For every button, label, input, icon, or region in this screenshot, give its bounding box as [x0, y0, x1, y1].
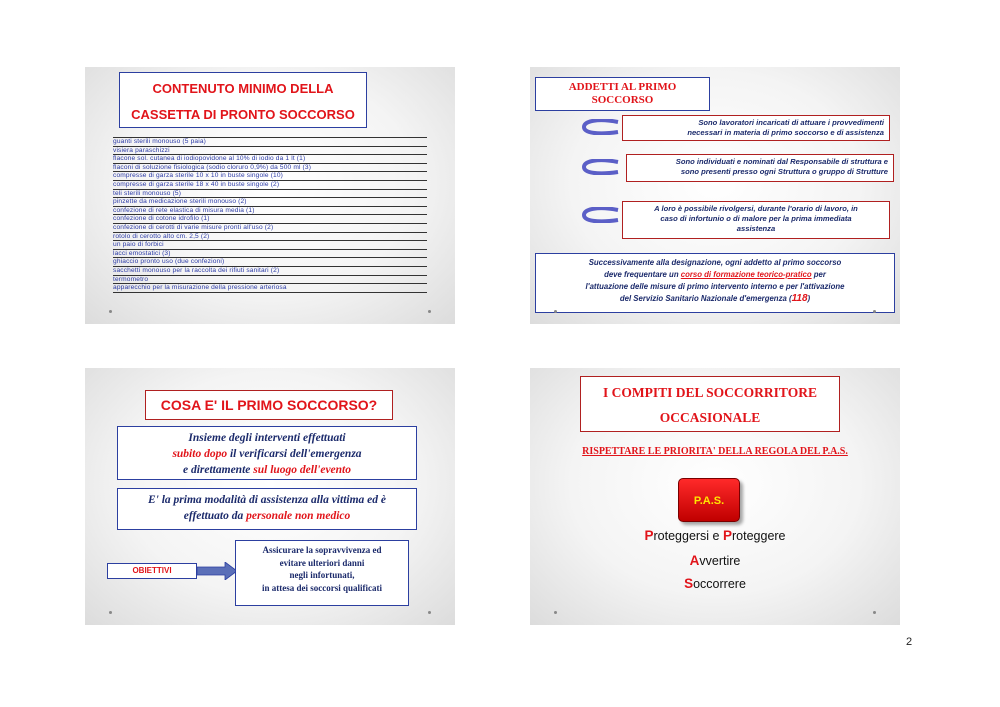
- mod-line2: [118, 508, 416, 524]
- cassetta-item: sacchetti monouso per la raccolta dei rifiuti sanitari (2): [113, 267, 427, 276]
- cassetta-item: visiera paraschizzi: [113, 147, 427, 156]
- letter-p2: P: [722, 528, 732, 543]
- bottom-line4-pre: del Servizio Sanitario Nazionale d'emergenza (: [619, 294, 792, 303]
- obj-line2: evitare ulteriori danni: [279, 557, 365, 568]
- slide-cosa-primo-soccorso: [85, 368, 455, 625]
- arrow-right-icon: [197, 562, 237, 580]
- bottom-line3: l'attuazione delle misure di primo intervento interno e per l'attivazione: [585, 282, 845, 291]
- slide1-title-line2: CASSETTA DI PRONTO SOCCORSO: [131, 107, 355, 122]
- addetti-item-1: [622, 115, 890, 141]
- pas-line-proteggersi: [530, 528, 900, 543]
- cassetta-items-list: [113, 137, 427, 293]
- modality-box: [117, 488, 417, 530]
- def-line3-red: sul luogo dell'evento: [253, 464, 351, 476]
- objectives-label: OBIETTIVI: [107, 563, 197, 579]
- pas-line-soccorrere: [530, 576, 900, 591]
- bottom-line2: [536, 269, 894, 281]
- page-number: 2: [906, 636, 913, 648]
- cassetta-item: compresse di garza sterile 18 x 40 in buste singole (2): [113, 181, 427, 190]
- def-line1: Insieme degli interventi effettuati: [188, 432, 346, 444]
- slide-cassetta-pronto-soccorso: [85, 67, 455, 324]
- letter-p: P: [644, 528, 654, 543]
- cassetta-item: teli sterili monouso (5): [113, 190, 427, 199]
- cassetta-item: un paio di forbici: [113, 241, 427, 250]
- cassetta-item: guanti sterili monouso (5 paia): [113, 137, 427, 147]
- slide-dot: [428, 310, 431, 313]
- cassetta-item: confezione di cotone idrofilo (1): [113, 215, 427, 224]
- slide-compiti-soccorritore: [530, 368, 900, 625]
- cassetta-item: rotolo di cerotto alto cm. 2,5 (2): [113, 233, 427, 242]
- addetti-item-2: [626, 154, 894, 182]
- letter-a: A: [689, 553, 700, 568]
- addetti-item-1-line1: Sono lavoratori incaricati di attuare i provvedimenti: [698, 118, 884, 127]
- curved-arrow-icon: [578, 207, 620, 223]
- slide-dot: [554, 611, 557, 614]
- addetti-bottom-box: [535, 253, 895, 313]
- objectives-box: [235, 540, 409, 606]
- slide-dot: [109, 310, 112, 313]
- addetti-item-2-line2: sono presenti presso ogni Struttura o gruppo di Strutture: [680, 167, 888, 176]
- obj-line3: negli infortunati,: [289, 570, 355, 580]
- addetti-item-3: [622, 201, 890, 239]
- emergency-number: 118: [791, 293, 808, 304]
- letter-s: S: [684, 576, 694, 591]
- cassetta-item: apparecchio per la misurazione della pressione arteriosa: [113, 284, 427, 293]
- addetti-item-3-line1: A loro è possibile rivolgersi, durante l'orario di lavoro, in: [654, 204, 858, 213]
- bottom-line2-post: per: [811, 270, 826, 279]
- addetti-item-2-line1: Sono individuati e nominati dal Responsabile di struttura e: [675, 157, 888, 166]
- addetti-item-1-line2: necessari in materia di primo soccorso e di assistenza: [687, 128, 884, 137]
- mod-line2-red: personale non medico: [246, 510, 351, 522]
- bottom-line4-post: ): [807, 294, 811, 303]
- soccorrere-text: occorrere: [693, 577, 746, 591]
- definition-box: [117, 426, 417, 480]
- cassetta-item: confezione di rete elastica di misura media (1): [113, 207, 427, 216]
- cassetta-item: pinzette da medicazione sterili monouso (2): [113, 198, 427, 207]
- curved-arrow-icon: [578, 159, 620, 175]
- bottom-line1: Successivamente alla designazione, ogni addetto al primo soccorso: [588, 258, 842, 267]
- slide-addetti-primo-soccorso: [530, 67, 900, 324]
- cassetta-item: flacone sol. cutanea di iodiopovidone al 10% di iodio da 1 lt (1): [113, 155, 427, 164]
- def-line2: [118, 446, 416, 462]
- proteggersi-text: roteggersi e: [653, 529, 723, 543]
- obj-line1: Assicurare la sopravvivenza ed: [262, 545, 382, 555]
- bottom-line4: [536, 293, 894, 305]
- slide-dot: [428, 611, 431, 614]
- slide-dot: [109, 611, 112, 614]
- avvertire-text: vvertire: [699, 554, 741, 568]
- slide2-title-line2: SOCCORSO: [591, 94, 654, 106]
- cassetta-item: confezione di cerotti di varie misure pronti all'uso (2): [113, 224, 427, 233]
- slide2-title-box: [535, 77, 710, 111]
- mod-line2-pre: effettuato da: [183, 510, 247, 522]
- mod-line1: E' la prima modalità di assistenza alla vittima ed è: [148, 494, 386, 506]
- slide3-title: COSA E' IL PRIMO SOCCORSO?: [145, 390, 393, 420]
- obj-line4: in attesa dei soccorsi qualificati: [262, 582, 382, 593]
- slide-dot: [554, 310, 557, 313]
- pas-badge: P.A.S.: [678, 478, 740, 522]
- addetti-item-3-line3: assistenza: [736, 224, 776, 233]
- def-line3-pre: e direttamente: [182, 464, 254, 476]
- slide4-title-line1: I COMPITI DEL SOCCORRITORE: [603, 385, 817, 400]
- slide4-title-line2: OCCASIONALE: [659, 410, 761, 425]
- bottom-line2-pre: deve frequentare un: [604, 270, 681, 279]
- cassetta-item: flaconi di soluzione fisiologica (sodio cloruro 0,9%) da 500 ml (3): [113, 164, 427, 173]
- pas-line-avvertire: [530, 553, 900, 568]
- cassetta-item: termometro: [113, 276, 427, 285]
- corso-formazione-link: corso di formazione teorico-pratico: [680, 270, 812, 279]
- cassetta-item: lacci emostatici (3): [113, 250, 427, 259]
- def-line2-red: subito dopo: [172, 448, 228, 460]
- slide-dot: [873, 310, 876, 313]
- pas-rule-subtitle: RISPETTARE LE PRIORITA' DELLA REGOLA DEL P.A.S.: [582, 446, 848, 457]
- proteggere-text: roteggere: [732, 529, 786, 543]
- def-line2-rest: il verificarsi dell'emergenza: [227, 448, 362, 460]
- addetti-item-3-line2: caso di infortunio o di malore per la prima immediata: [660, 214, 852, 223]
- slide2-title-line1: ADDETTI AL PRIMO: [568, 81, 677, 93]
- cassetta-item: ghiaccio pronto uso (due confezioni): [113, 258, 427, 267]
- slide4-title-box: [580, 376, 840, 432]
- slide1-title-box: [119, 72, 367, 128]
- slide-dot: [873, 611, 876, 614]
- slide1-title-line1: CONTENUTO MINIMO DELLA: [152, 81, 334, 96]
- def-line3: [118, 462, 416, 478]
- curved-arrow-icon: [578, 119, 620, 135]
- cassetta-item: compresse di garza sterile 10 x 10 in buste singole (10): [113, 172, 427, 181]
